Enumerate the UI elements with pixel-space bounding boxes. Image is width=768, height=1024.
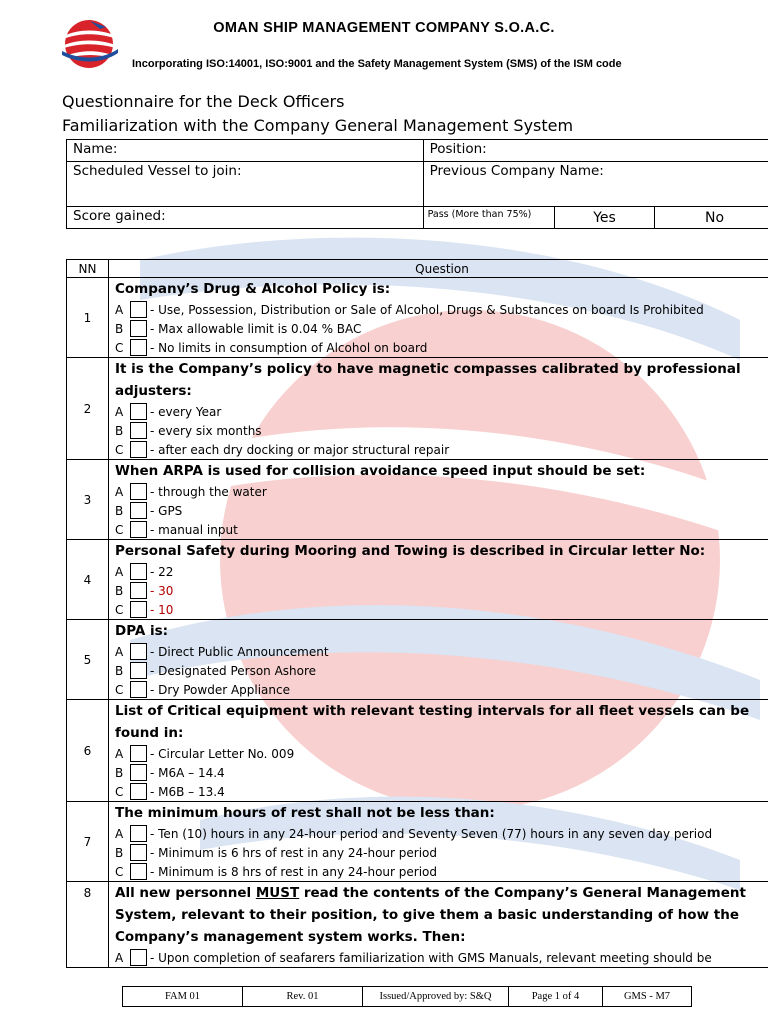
answer-checkbox[interactable] — [130, 403, 147, 420]
gms-reference: GMS - M7 — [603, 987, 692, 1007]
answer-option — [109, 843, 768, 862]
answer-option — [109, 520, 768, 539]
option-text: - after each dry docking or major structural repair — [150, 442, 450, 457]
option-text: - manual input — [150, 522, 238, 537]
option-text: - 22 — [150, 564, 174, 579]
option-text: - Ten (10) hours in any 24-hour period and Seventy Seven (77) hours in any seven day period — [150, 826, 713, 841]
option-letter: A — [115, 404, 124, 419]
question-row — [67, 460, 768, 540]
option-letter: C — [115, 682, 124, 697]
question-text-end: read the contents of the Company’s General Management System, relevant to their position, to give them a basic understanding of how the Company’s management system works. Then: — [115, 885, 746, 945]
score-label: Score gained: — [73, 208, 166, 224]
answer-option — [109, 440, 768, 459]
answer-option — [109, 782, 768, 801]
option-letter: A — [115, 302, 124, 317]
question-number: 7 — [67, 802, 109, 882]
option-letter: C — [115, 784, 124, 799]
position-field[interactable] — [423, 140, 768, 162]
question-number: 4 — [67, 540, 109, 620]
revision: Rev. 01 — [243, 987, 363, 1007]
option-letter: B — [115, 663, 124, 678]
question-text — [109, 882, 768, 948]
pass-yes-cell[interactable]: Yes — [554, 207, 654, 229]
answer-checkbox[interactable] — [130, 783, 147, 800]
answer-checkbox[interactable] — [130, 643, 147, 660]
pass-no-cell[interactable]: No — [655, 207, 768, 229]
answer-checkbox[interactable] — [130, 949, 147, 966]
answer-option — [109, 600, 768, 619]
question-row — [67, 358, 768, 460]
question-text-start: All new personnel — [115, 885, 256, 901]
answer-checkbox[interactable] — [130, 502, 147, 519]
option-text: - Minimum is 8 hrs of rest in any 24-hour period — [150, 864, 437, 879]
page-number: Page 1 of 4 — [509, 987, 603, 1007]
company-name: OMAN SHIP MANAGEMENT COMPANY S.O.A.C. — [213, 20, 555, 36]
name-label: Name: — [73, 141, 118, 157]
question-text: List of Critical equipment with relevant testing intervals for all fleet vessels can be found in: — [115, 703, 750, 741]
question-row — [67, 700, 768, 802]
question-row — [67, 882, 768, 968]
option-letter: A — [115, 826, 124, 841]
option-text: - No limits in consumption of Alcohol on board — [150, 340, 428, 355]
option-letter: C — [115, 522, 124, 537]
option-letter: B — [115, 321, 124, 336]
option-letter: C — [115, 340, 124, 355]
pass-threshold: Pass (More than 75%) — [423, 207, 554, 229]
question-number: 3 — [67, 460, 109, 540]
answer-checkbox[interactable] — [130, 441, 147, 458]
option-text: - Minimum is 6 hrs of rest in any 24-hour period — [150, 845, 437, 860]
question-text: Company’s Drug & Alcohol Policy is: — [115, 281, 391, 297]
answer-option — [109, 562, 768, 581]
question-number: 5 — [67, 620, 109, 700]
option-letter: A — [115, 564, 124, 579]
option-text: - GPS — [150, 503, 183, 518]
answer-option — [109, 338, 768, 357]
answer-option — [109, 402, 768, 421]
option-text: - 10 — [150, 602, 174, 617]
answer-checkbox[interactable] — [130, 825, 147, 842]
score-field[interactable] — [67, 207, 424, 229]
option-text: - Dry Powder Appliance — [150, 682, 290, 697]
name-field[interactable] — [67, 140, 424, 162]
answer-option — [109, 824, 768, 843]
answer-checkbox[interactable] — [130, 301, 147, 318]
question-header: Question — [109, 260, 768, 278]
option-text: - 30 — [150, 583, 174, 598]
question-text: Personal Safety during Mooring and Towing is described in Circular letter No: — [115, 543, 706, 559]
answer-option — [109, 661, 768, 680]
position-label: Position: — [429, 141, 487, 157]
question-text: The minimum hours of rest shall not be less than: — [115, 805, 495, 821]
answer-checkbox[interactable] — [130, 422, 147, 439]
answer-option — [109, 501, 768, 520]
question-text: When ARPA is used for collision avoidance speed input should be set: — [115, 463, 646, 479]
option-letter: B — [115, 423, 124, 438]
answer-checkbox[interactable] — [130, 483, 147, 500]
nn-header: NN — [67, 260, 109, 278]
answer-checkbox[interactable] — [130, 582, 147, 599]
previous-company-field[interactable] — [423, 162, 768, 207]
option-letter: A — [115, 746, 124, 761]
option-text: - Max allowable limit is 0.04 % BAC — [150, 321, 362, 336]
previous-company-label: Previous Company Name: — [429, 163, 604, 179]
option-text: - every Year — [150, 404, 222, 419]
question-number: 1 — [67, 278, 109, 358]
document-title: Questionnaire for the Deck Officers — [62, 92, 345, 111]
answer-option — [109, 862, 768, 881]
option-letter: B — [115, 845, 124, 860]
question-number: 6 — [67, 700, 109, 802]
answer-checkbox[interactable] — [130, 745, 147, 762]
option-letter: A — [115, 644, 124, 659]
answer-checkbox[interactable] — [130, 339, 147, 356]
option-text: - M6B – 13.4 — [150, 784, 225, 799]
question-text: DPA is: — [115, 623, 169, 639]
answer-checkbox[interactable] — [130, 764, 147, 781]
option-text: - every six months — [150, 423, 262, 438]
document-subtitle: Familiarization with the Company General Management System — [62, 116, 574, 135]
option-letter: A — [115, 950, 124, 965]
answer-option — [109, 642, 768, 661]
answer-option — [109, 763, 768, 782]
option-text: - Designated Person Ashore — [150, 663, 317, 678]
option-letter: B — [115, 765, 124, 780]
answer-option — [109, 421, 768, 440]
answer-option — [109, 744, 768, 763]
option-letter: C — [115, 442, 124, 457]
question-row — [67, 278, 768, 358]
answer-checkbox[interactable] — [130, 863, 147, 880]
vessel-field[interactable] — [67, 162, 424, 207]
answer-option — [109, 948, 768, 967]
option-text: - M6A – 14.4 — [150, 765, 225, 780]
company-tagline: Incorporating ISO:14001, ISO:9001 and the Safety Management System (SMS) of the ISM code — [132, 58, 622, 70]
answer-checkbox[interactable] — [130, 662, 147, 679]
option-letter: C — [115, 864, 124, 879]
question-row — [67, 540, 768, 620]
questions-table — [66, 259, 768, 968]
option-text: - Circular Letter No. 009 — [150, 746, 295, 761]
form-code: FAM 01 — [123, 987, 243, 1007]
answer-checkbox[interactable] — [130, 320, 147, 337]
question-row — [67, 620, 768, 700]
answer-option — [109, 300, 768, 319]
answer-checkbox[interactable] — [130, 563, 147, 580]
answer-checkbox[interactable] — [130, 521, 147, 538]
question-number: 8 — [67, 882, 109, 968]
question-emphasis: MUST — [255, 885, 300, 901]
answer-option — [109, 482, 768, 501]
option-text: - Direct Public Announcement — [150, 644, 329, 659]
candidate-info-table — [66, 139, 768, 229]
question-row — [67, 802, 768, 882]
option-letter: B — [115, 583, 124, 598]
answer-checkbox[interactable] — [130, 601, 147, 618]
option-letter: B — [115, 503, 124, 518]
option-text: - Use, Possession, Distribution or Sale of Alcohol, Drugs & Substances on board Is Prohibited — [150, 302, 704, 317]
option-letter: C — [115, 602, 124, 617]
answer-option — [109, 581, 768, 600]
answer-checkbox[interactable] — [130, 681, 147, 698]
option-letter: A — [115, 484, 124, 499]
question-number: 2 — [67, 358, 109, 460]
answer-checkbox[interactable] — [130, 844, 147, 861]
vessel-label: Scheduled Vessel to join: — [73, 163, 242, 179]
document-footer — [122, 986, 692, 1007]
issued-by: Issued/Approved by: S&Q — [363, 987, 509, 1007]
option-text: - through the water — [150, 484, 267, 499]
question-text: It is the Company’s policy to have magnetic compasses calibrated by professional adjusters: — [115, 361, 741, 399]
answer-option — [109, 319, 768, 338]
option-text: - Upon completion of seafarers familiarization with GMS Manuals, relevant meeting should be — [150, 950, 712, 965]
answer-option — [109, 680, 768, 699]
